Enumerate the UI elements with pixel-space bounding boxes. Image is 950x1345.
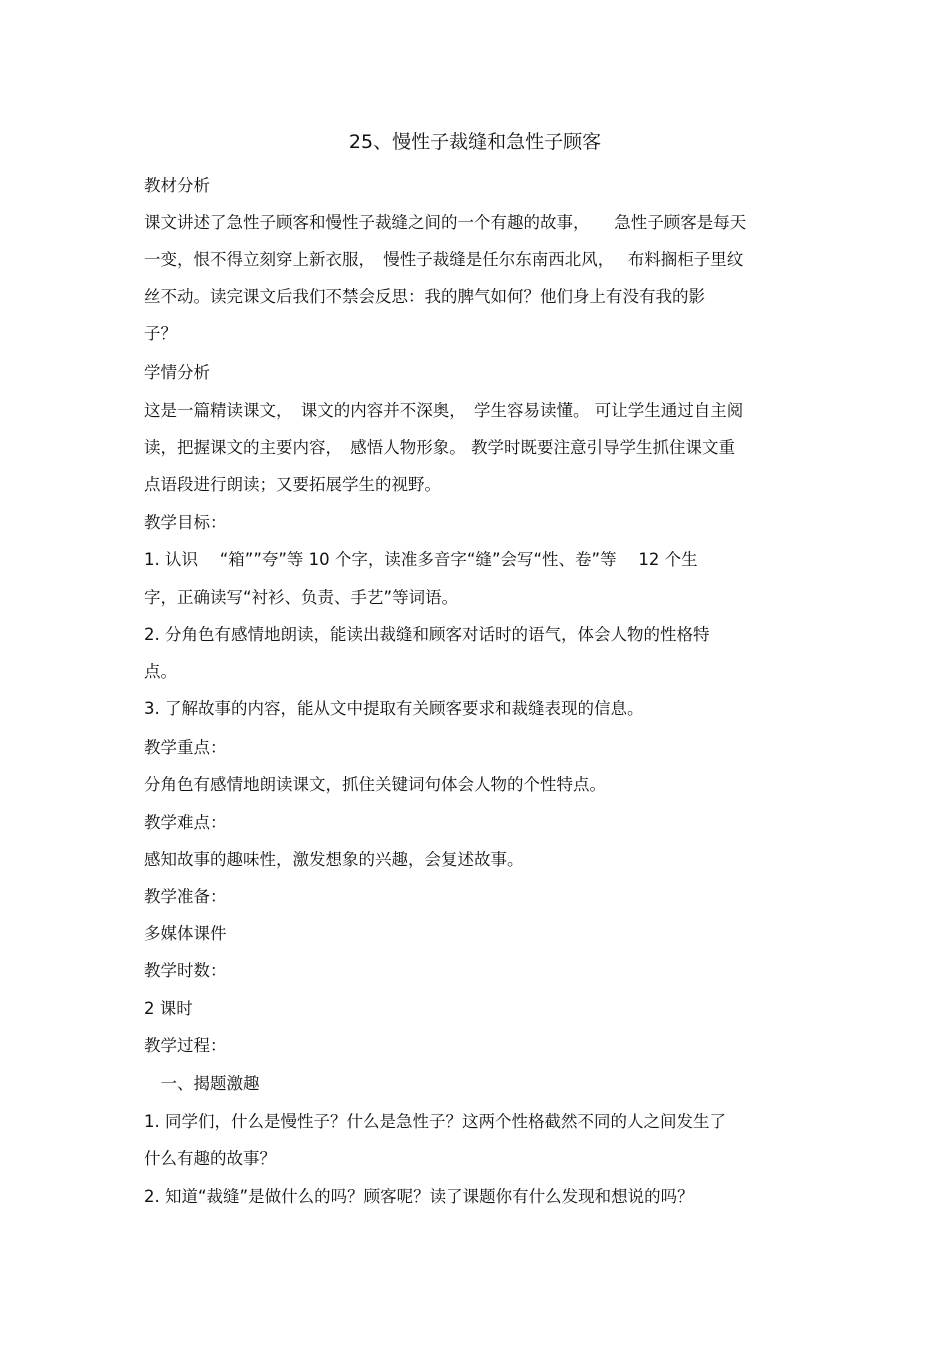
paragraph-line: 2 课时: [144, 999, 193, 1018]
list-item-continued: 什么有趣的故事？: [144, 1149, 276, 1168]
section-heading-key-points: 教学重点：: [144, 738, 227, 757]
section-heading-student-analysis: 学情分析: [144, 363, 210, 382]
list-item: 1. 同学们，什么是慢性子？什么是急性子？这两个性格截然不同的人之间发生了: [144, 1112, 726, 1131]
paragraph-line: 一变，恨不得立刻穿上新衣服， 慢性子裁缝是任尔东南西北风， 布料搁柜子里纹: [144, 250, 744, 269]
list-item: 1. 认识 “箱””夸”等 10 个字，读准多音字“缝”会写“性、卷”等 12 个生: [144, 550, 698, 569]
subsection-heading: 一、揭题激趣: [144, 1074, 260, 1093]
list-item-continued: 字，正确读写“衬衫、负责、手艺”等词语。: [144, 588, 459, 607]
paragraph-line: 感知故事的趣味性，激发想象的兴趣，会复述故事。: [144, 850, 524, 869]
paragraph-line: 丝不动。读完课文后我们不禁会反思：我的脾气如何？他们身上有没有我的影: [144, 287, 705, 306]
section-heading-preparation: 教学准备：: [144, 887, 227, 906]
list-item-continued: 点。: [144, 662, 177, 681]
document-title: 25、慢性子裁缝和急性子顾客: [348, 131, 602, 153]
section-heading-teaching-process: 教学过程：: [144, 1036, 227, 1055]
section-heading-difficulties: 教学难点：: [144, 813, 227, 832]
list-item: 2. 知道“裁缝”是做什么的吗？顾客呢？读了课题你有什么发现和想说的吗？: [144, 1187, 694, 1206]
list-item: 3. 了解故事的内容，能从文中提取有关顾客要求和裁缝表现的信息。: [144, 699, 644, 718]
paragraph-line: 这是一篇精读课文， 课文的内容并不深奥， 学生容易读懂。 可让学生通过自主阅: [144, 401, 744, 420]
paragraph-line: 课文讲述了急性子顾客和慢性子裁缝之间的一个有趣的故事， 急性子顾客是每天: [144, 213, 747, 232]
paragraph-line: 读，把握课文的主要内容， 感悟人物形象。 教学时既要注意引导学生抓住课文重: [144, 438, 735, 457]
section-heading-teaching-goals: 教学目标：: [144, 513, 227, 532]
section-heading-lesson-hours: 教学时数：: [144, 961, 227, 980]
paragraph-line: 多媒体课件: [144, 924, 227, 943]
section-heading-textbook-analysis: 教材分析: [144, 176, 210, 195]
paragraph-line: 子？: [144, 324, 177, 343]
list-item: 2. 分角色有感情地朗读，能读出裁缝和顾客对话时的语气，体会人物的性格特: [144, 625, 710, 644]
paragraph-line: 点语段进行朗读；又要拓展学生的视野。: [144, 475, 441, 494]
paragraph-line: 分角色有感情地朗读课文，抓住关键词句体会人物的个性特点。: [144, 775, 606, 794]
